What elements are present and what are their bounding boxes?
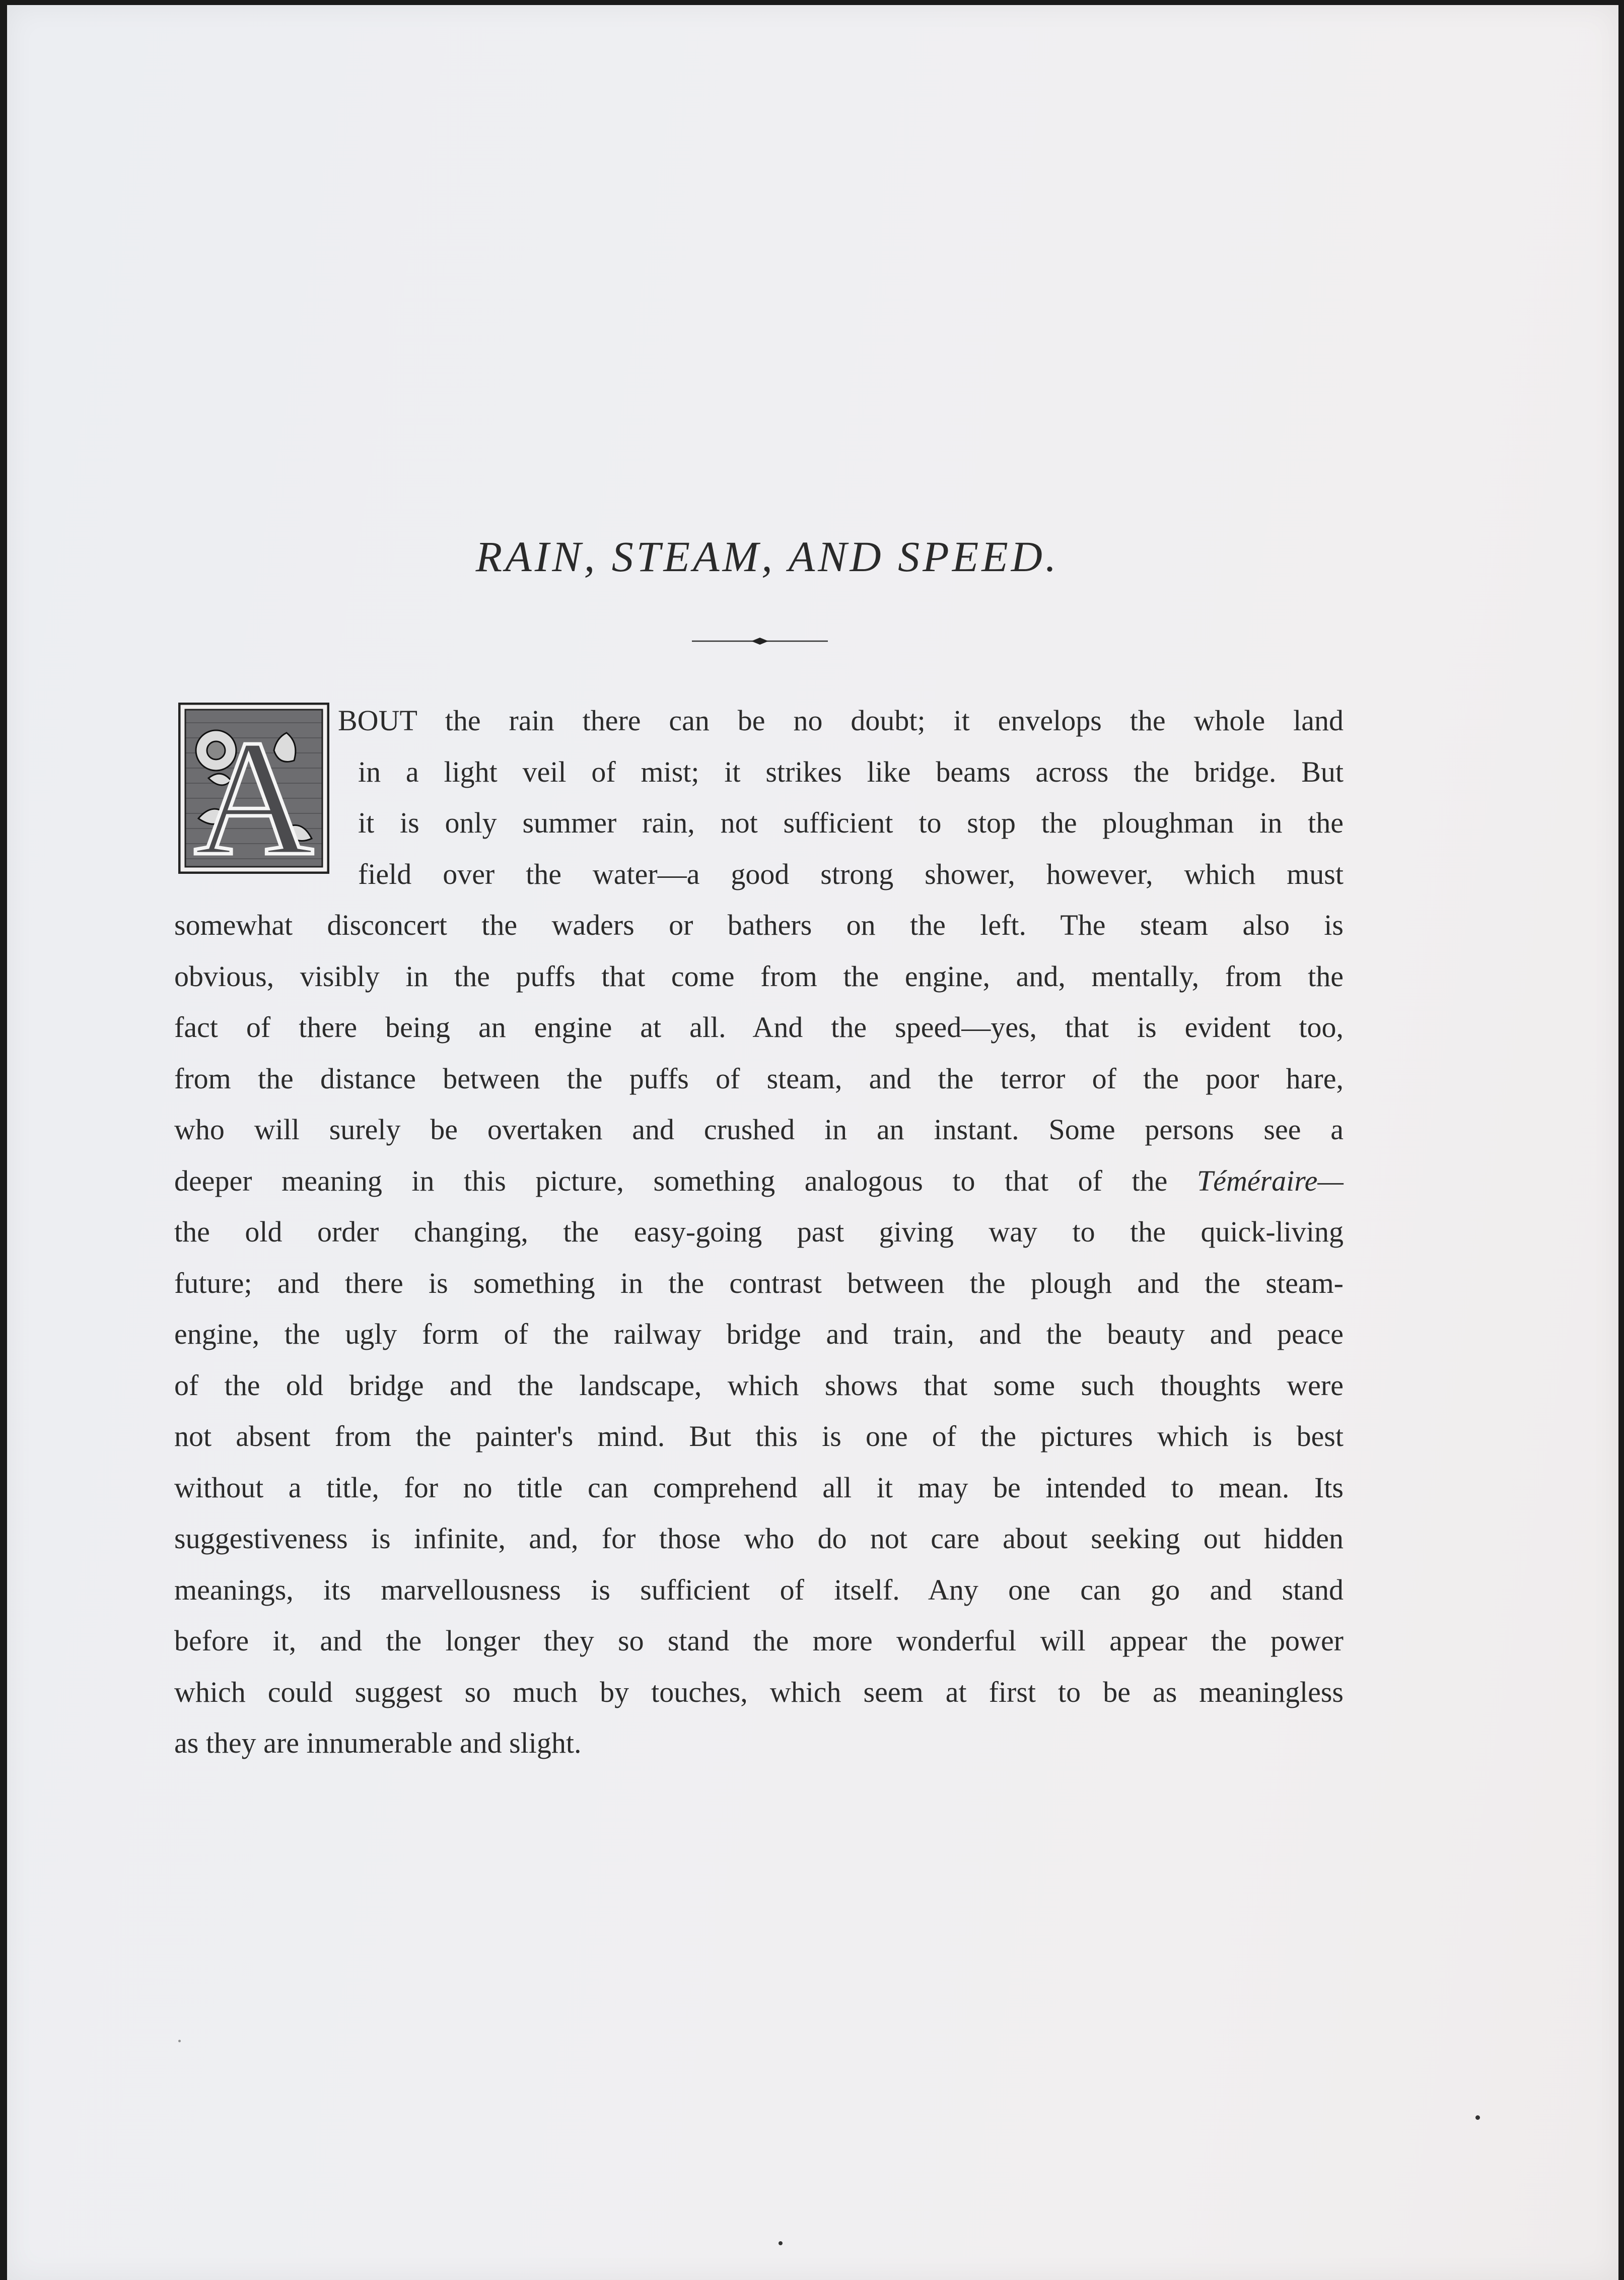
text-line: obvious, visibly in the puffs that come from the engine, and, mentally, from the <box>174 959 1344 993</box>
text-line: field over the water—a good strong shower, however, which must <box>358 857 1344 890</box>
text-line: who will surely be overtaken and crushed in an instant. Some persons see a <box>174 1113 1344 1146</box>
text-line: before it, and the longer they so stand the more wonderful will appear the power <box>174 1624 1344 1657</box>
text-line: not absent from the painter's mind. But this is one of the pictures which is best <box>174 1420 1344 1453</box>
text-line: fact of there being an engine at all. And the speed—yes, that is evident too, <box>174 1011 1344 1044</box>
paper-speck <box>1475 2115 1480 2120</box>
book-page <box>7 5 1618 2280</box>
text-line-part: deeper meaning in this picture, something analogous to that of the <box>174 1164 1168 1197</box>
text-line: meanings, its marvellousness is sufficient of itself. Any one can go and stand <box>174 1573 1344 1606</box>
text-line: it is only summer rain, not sufficient to stop the ploughman in the <box>358 806 1344 839</box>
italic-word: Téméraire— <box>1196 1164 1344 1197</box>
text-line: which could suggest so much by touches, which seem at first to be as meaningless <box>174 1675 1344 1708</box>
text-line: from the distance between the puffs of steam, and the terror of the poor hare, <box>174 1062 1344 1095</box>
text-line: without a title, for no title can comprehend all it may be intended to mean. Its <box>174 1471 1344 1504</box>
text-line-with-italic <box>174 1155 1344 1207</box>
text-line: engine, the ugly form of the railway bridge and train, and the beauty and peace <box>174 1318 1344 1350</box>
paper-speck <box>178 2040 181 2042</box>
paper-speck <box>779 2241 783 2245</box>
text-line: the old order changing, the easy-going past giving way to the quick-living <box>174 1215 1344 1248</box>
text-line: in a light veil of mist; it strikes like beams across the bridge. But <box>358 755 1344 788</box>
text-line: suggestiveness is infinite, and, for those who do not care about seeking out hidden <box>174 1522 1344 1555</box>
text-line: of the old bridge and the landscape, which shows that some such thoughts were <box>174 1368 1344 1402</box>
drop-cap-letter: A <box>193 706 314 874</box>
body-text <box>174 695 1344 1769</box>
text-line: future; and there is something in the contrast between the plough and the steam- <box>174 1266 1344 1299</box>
divider-ornament <box>692 634 828 649</box>
text-line: somewhat disconcert the waders or bathers on the left. The steam also is <box>174 909 1344 941</box>
text-line: BOUT the rain there can be no doubt; it envelops the whole land <box>338 704 1344 737</box>
page-title: RAIN, STEAM, AND SPEED. <box>475 532 1060 581</box>
text-line: as they are innumerable and slight. <box>174 1726 582 1759</box>
